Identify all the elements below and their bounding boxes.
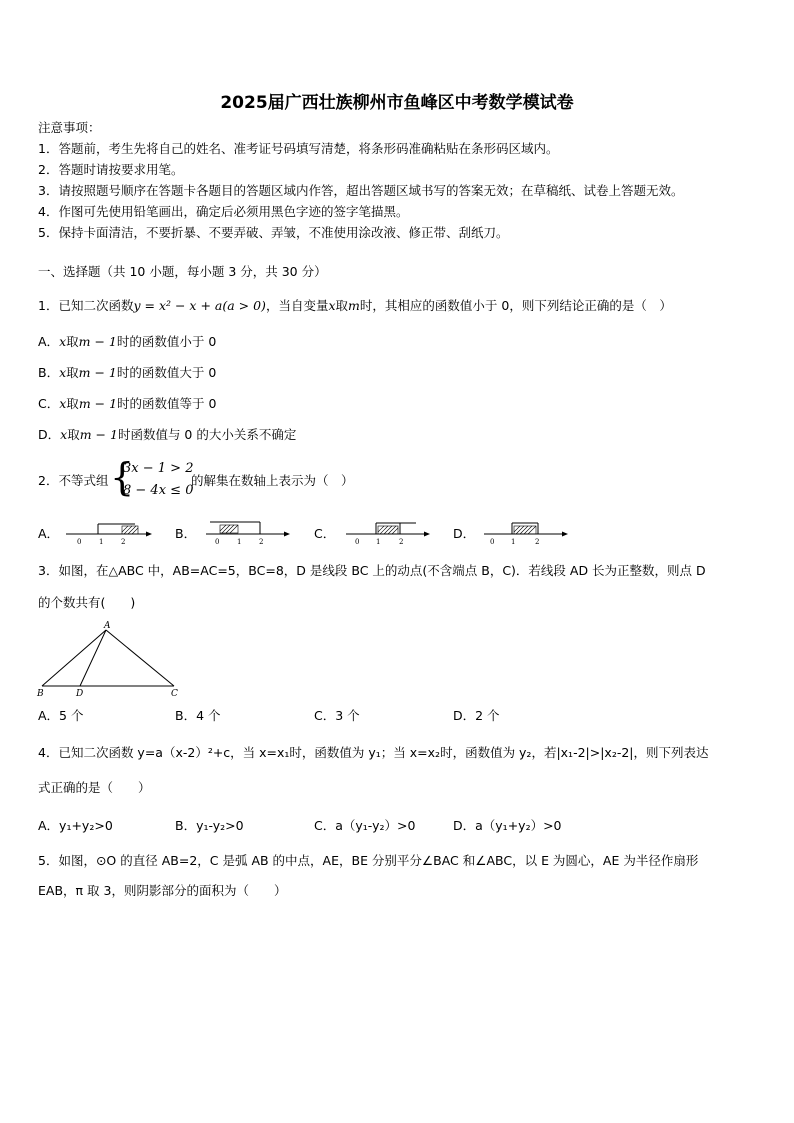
tick-2: 2	[121, 538, 126, 546]
q5-line-2: EAB，π 取 3，则阴影部分的面积为（ ）	[38, 883, 287, 898]
q2-inequality-2: 8 − 4x ≤ 0	[123, 483, 194, 498]
q1-option-b[interactable]	[38, 364, 216, 382]
q1-option-c-letter: C．	[38, 396, 60, 411]
q4-option-a[interactable]: A．y₁+y₂>0	[38, 818, 113, 833]
q1-option-c-expr: m − 1	[78, 396, 118, 411]
q1-option-d-expr: m − 1	[79, 427, 118, 442]
tick-2: 2	[535, 538, 540, 546]
q4-option-d[interactable]: D．a（y₁+y₂）>0	[453, 818, 562, 833]
q3-option-b[interactable]: B．4 个	[175, 708, 221, 723]
q2-option-b-numberline[interactable]	[200, 516, 295, 546]
section-heading: 一、选择题（共 10 小题，每小题 3 分，共 30 分）	[38, 264, 327, 279]
q2-option-a-numberline[interactable]	[60, 516, 155, 546]
tick-2: 2	[399, 538, 404, 546]
q1-formula: y = x² − x + a(a > 0)	[133, 298, 266, 313]
q4-option-c[interactable]: C．a（y₁-y₂）>0	[314, 818, 416, 833]
vertex-a-label: A	[104, 621, 111, 631]
tick-1: 1	[99, 538, 104, 546]
tick-0: 0	[490, 538, 495, 546]
q1-option-a-expr: m − 1	[78, 334, 117, 349]
q1-option-d-mid: 取	[67, 427, 80, 442]
q2-option-b-label[interactable]: B．	[175, 526, 197, 541]
q1-mid1: ，当自变量	[265, 298, 329, 313]
q1-option-b-letter: B．	[38, 365, 60, 380]
q1-option-b-mid: 取	[66, 365, 79, 380]
tick-0: 0	[215, 538, 220, 546]
q1-mid2: 取	[335, 298, 349, 313]
q3-line-2: 的个数共有( )	[38, 595, 136, 610]
notice-item-4: 4．作图可先使用铅笔画出，确定后必须用黑色字迹的签字笔描黑。	[38, 204, 409, 219]
question-1-stem	[38, 297, 672, 315]
tick-2: 2	[259, 538, 264, 546]
q3-option-c[interactable]: C．3 个	[314, 708, 360, 723]
q1-var-m: m	[348, 298, 360, 313]
q1-option-c-text: 时的函数值等于 0	[117, 396, 217, 411]
notice-item-5: 5．保持卡面清洁，不要折暴、不要弄破、弄皱，不准使用涂改液、修正带、刮纸刀。	[38, 225, 509, 240]
vertex-c-label: C	[171, 689, 178, 699]
q1-option-b-text: 时的函数值大于 0	[116, 365, 217, 380]
q4-line-1: 4．已知二次函数 y=a（x-2）²+c，当 x=x₁时，函数值为 y₁；当 x=x₂时，函数值为 y₂，若|x₁-2|>|x₂-2|，则下列表达	[38, 745, 709, 760]
tick-1: 1	[376, 538, 381, 546]
q2-number: 2．不等式组	[38, 473, 109, 488]
q1-var-x: x	[328, 298, 336, 313]
point-d-label: D	[76, 689, 84, 699]
notice-heading: 注意事项：	[38, 120, 101, 135]
q1-option-c-x: x	[59, 396, 67, 411]
vertex-b-label: B	[37, 689, 44, 699]
q3-triangle-figure	[34, 618, 194, 700]
q1-option-a[interactable]	[38, 333, 216, 351]
q1-option-a-letter: A．	[38, 334, 60, 349]
page-title: 2025届广西壮族柳州市鱼峰区中考数学模试卷	[220, 93, 574, 113]
q1-option-d[interactable]	[38, 426, 296, 444]
q1-option-d-x: x	[60, 427, 68, 442]
q4-option-b[interactable]: B．y₁-y₂>0	[175, 818, 244, 833]
q1-tail: 时，其相应的函数值小于 0，则下列结论正确的是（ ）	[359, 298, 672, 313]
tick-0: 0	[355, 538, 360, 546]
q1-option-b-x: x	[59, 365, 67, 380]
q2-tail: 的解集在数轴上表示为（ ）	[191, 473, 354, 488]
q2-option-a-label[interactable]: A．	[38, 526, 60, 541]
q2-inequality-1: 3x − 1 > 2	[123, 461, 194, 476]
q2-option-c-numberline[interactable]	[340, 516, 435, 546]
q1-option-d-text: 时函数值与 0 的大小关系不确定	[117, 427, 297, 442]
q1-option-d-letter: D．	[38, 427, 61, 442]
q1-option-c[interactable]	[38, 395, 216, 413]
q2-brace: {	[110, 455, 135, 499]
q1-option-b-expr: m − 1	[78, 365, 117, 380]
tick-0: 0	[77, 538, 82, 546]
notice-item-1: 1．答题前，考生先将自己的姓名、准考证号码填写清楚，将条形码准确粘贴在条形码区域内。	[38, 141, 559, 156]
notice-item-2: 2．答题时请按要求用笔。	[38, 162, 184, 177]
q1-number: 1．已知二次函数	[38, 298, 134, 313]
q1-option-a-text: 时的函数值小于 0	[116, 334, 217, 349]
q5-line-1: 5．如图，⊙O 的直径 AB=2，C 是弧 AB 的中点，AE，BE 分别平分∠BAC 和∠ABC，以 E 为圆心，AE 为半径作扇形	[38, 853, 699, 868]
tick-1: 1	[511, 538, 516, 546]
q4-line-2: 式正确的是（ ）	[38, 780, 151, 795]
q3-option-a[interactable]: A．5 个	[38, 708, 84, 723]
q2-option-c-label[interactable]: C．	[314, 526, 336, 541]
q2-option-d-label[interactable]: D．	[453, 526, 476, 541]
tick-1: 1	[237, 538, 242, 546]
q1-option-a-x: x	[59, 334, 67, 349]
q3-line-1: 3．如图，在△ABC 中，AB=AC=5，BC=8，D 是线段 BC 上的动点(不含端点 B，C)．若线段 AD 长为正整数，则点 D	[38, 563, 706, 578]
q1-option-a-mid: 取	[66, 334, 79, 349]
q3-option-d[interactable]: D．2 个	[453, 708, 500, 723]
q2-option-d-numberline[interactable]	[478, 516, 573, 546]
notice-item-3: 3．请按照题号顺序在答题卡各题目的答题区域内作答，超出答题区域书写的答案无效；在草稿纸、试卷上答题无效。	[38, 183, 684, 198]
q1-option-c-mid: 取	[66, 396, 79, 411]
